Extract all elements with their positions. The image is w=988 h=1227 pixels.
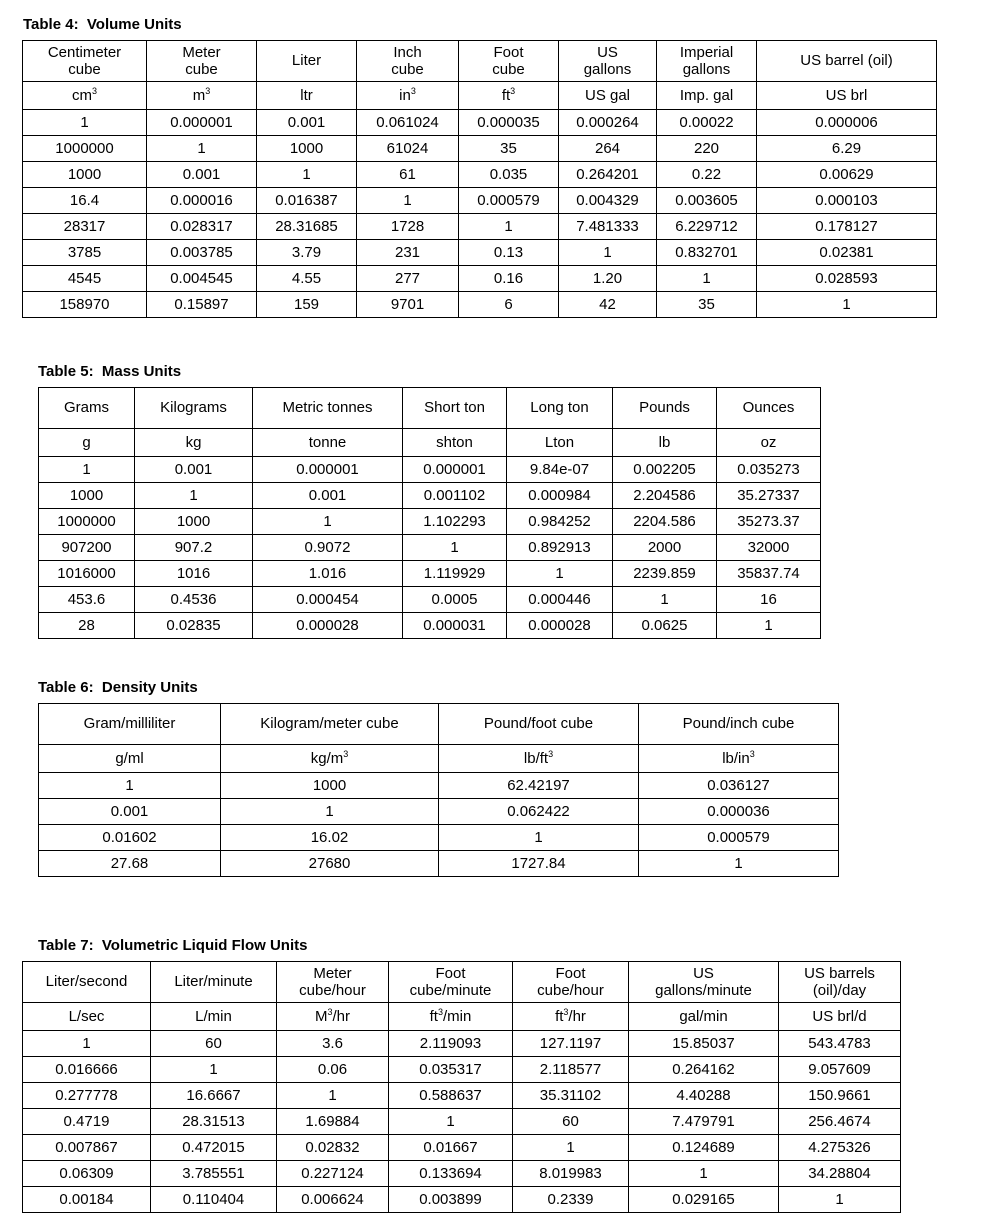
table-cell: 61024 — [357, 136, 459, 162]
table-cell: 60 — [151, 1031, 277, 1057]
table-cell: 0.029165 — [629, 1187, 779, 1213]
table-cell: 0.003899 — [389, 1187, 513, 1213]
table-row — [23, 1161, 901, 1187]
table-cell: 1728 — [357, 214, 459, 240]
table-cell: 0.000579 — [639, 825, 839, 851]
table-cell: 35 — [657, 292, 757, 318]
table-cell: 0.4719 — [23, 1109, 151, 1135]
table-cell: 0.133694 — [389, 1161, 513, 1187]
table-cell: 62.42197 — [439, 773, 639, 799]
table-cell: 277 — [357, 266, 459, 292]
column-symbol: tonne — [253, 429, 403, 457]
table-cell: 35837.74 — [717, 561, 821, 587]
table-block-volumetric-liquid-flow-units — [22, 937, 901, 1213]
table-row — [39, 773, 839, 799]
table-cell: 0.16 — [459, 266, 559, 292]
table-cell: 0.000264 — [559, 110, 657, 136]
table-cell: 1 — [657, 266, 757, 292]
table-cell: 2.204586 — [613, 483, 717, 509]
table-cell: 7.481333 — [559, 214, 657, 240]
table-cell: 16.4 — [23, 188, 147, 214]
table-cell: 1 — [717, 613, 821, 639]
column-symbol: L/min — [151, 1003, 277, 1031]
column-header: Meter cube — [147, 41, 257, 82]
table-row — [23, 1135, 901, 1161]
table-row — [39, 851, 839, 877]
table-cell: 6.29 — [757, 136, 937, 162]
table-row — [23, 162, 937, 188]
table-cell: 220 — [657, 136, 757, 162]
table-cell: 1 — [779, 1187, 901, 1213]
column-symbol: Lton — [507, 429, 613, 457]
column-header: US gallons — [559, 41, 657, 82]
table-cell: 0.02832 — [277, 1135, 389, 1161]
table-cell: 34.28804 — [779, 1161, 901, 1187]
table-cell: 0.000028 — [507, 613, 613, 639]
table-row — [23, 292, 937, 318]
table-cell: 0.832701 — [657, 240, 757, 266]
table-cell: 0.2339 — [513, 1187, 629, 1213]
table-cell: 0.892913 — [507, 535, 613, 561]
table-cell: 0.02835 — [135, 613, 253, 639]
table-cell: 0.001 — [39, 799, 221, 825]
table-cell: 0.035317 — [389, 1057, 513, 1083]
column-header: Foot cube/hour — [513, 962, 629, 1003]
table-cell: 16 — [717, 587, 821, 613]
column-symbol: $m^3$ — [147, 82, 257, 110]
table-cell: 0.0005 — [403, 587, 507, 613]
table-cell: 0.984252 — [507, 509, 613, 535]
table-cell: 0.035 — [459, 162, 559, 188]
column-header: Metric tonnes — [253, 388, 403, 429]
table-cell: 1 — [357, 188, 459, 214]
table-cell: 16.02 — [221, 825, 439, 851]
column-symbol: shton — [403, 429, 507, 457]
table-cell: 1000 — [257, 136, 357, 162]
table-cell: 6 — [459, 292, 559, 318]
column-header: Pounds — [613, 388, 717, 429]
column-symbol: gal/min — [629, 1003, 779, 1031]
table-cell: 35.27337 — [717, 483, 821, 509]
table-cell: 0.001 — [253, 483, 403, 509]
column-symbol: ltr — [257, 82, 357, 110]
table-cell: 543.4783 — [779, 1031, 901, 1057]
table-cell: 1000000 — [23, 136, 147, 162]
column-symbol: US gal — [559, 82, 657, 110]
table-cell: 0.003605 — [657, 188, 757, 214]
table-cell: 0.001102 — [403, 483, 507, 509]
table-row — [23, 214, 937, 240]
column-symbol: $lb/in^3$ — [639, 745, 839, 773]
column-header: Meter cube/hour — [277, 962, 389, 1003]
table-cell: 0.028317 — [147, 214, 257, 240]
table-cell: 1 — [559, 240, 657, 266]
table-cell: 2204.586 — [613, 509, 717, 535]
table-cell: 907200 — [39, 535, 135, 561]
table-cell: 256.4674 — [779, 1109, 901, 1135]
table-cell: 0.06 — [277, 1057, 389, 1083]
table-row — [39, 483, 821, 509]
column-symbol: $lb/ft^3$ — [439, 745, 639, 773]
column-header: Ounces — [717, 388, 821, 429]
table-cell: 8.019983 — [513, 1161, 629, 1187]
table-cell: 159 — [257, 292, 357, 318]
column-header: Long ton — [507, 388, 613, 429]
table-cell: 1 — [257, 162, 357, 188]
table-row — [23, 1109, 901, 1135]
column-symbol: $cm^3$ — [23, 82, 147, 110]
table-cell: 1.69884 — [277, 1109, 389, 1135]
table-row — [39, 587, 821, 613]
table-header-row — [23, 41, 937, 82]
table-cell: 2239.859 — [613, 561, 717, 587]
table-cell: 0.15897 — [147, 292, 257, 318]
table-row — [23, 136, 937, 162]
table-cell: 0.000036 — [639, 799, 839, 825]
table-cell: 0.000016 — [147, 188, 257, 214]
table-cell: 2.118577 — [513, 1057, 629, 1083]
table-row — [39, 825, 839, 851]
table-cell: 0.227124 — [277, 1161, 389, 1187]
table-cell: 453.6 — [39, 587, 135, 613]
table-cell: 35 — [459, 136, 559, 162]
table-cell: 0.016666 — [23, 1057, 151, 1083]
table-cell: 0.472015 — [151, 1135, 277, 1161]
table-cell: 0.000028 — [253, 613, 403, 639]
table-cell: 264 — [559, 136, 657, 162]
table-cell: 1.102293 — [403, 509, 507, 535]
table-cell: 0.062422 — [439, 799, 639, 825]
table-cell: 1000 — [221, 773, 439, 799]
column-header: Inch cube — [357, 41, 459, 82]
table-title: Table 5: Mass Units — [38, 363, 182, 380]
table-cell: 6.229712 — [657, 214, 757, 240]
table-cell: 1.016 — [253, 561, 403, 587]
table-cell: 0.000001 — [147, 110, 257, 136]
table-cell: 3785 — [23, 240, 147, 266]
column-symbol: $kg/m^3$ — [221, 745, 439, 773]
table-cell: 1 — [39, 773, 221, 799]
column-symbol: $in^3$ — [357, 82, 459, 110]
table-header-row — [39, 388, 821, 429]
column-header: Foot cube/minute — [389, 962, 513, 1003]
table-cell: 231 — [357, 240, 459, 266]
table-cell: 0.000579 — [459, 188, 559, 214]
table-cell: 0.01667 — [389, 1135, 513, 1161]
table-cell: 0.01602 — [39, 825, 221, 851]
table-cell: 0.00022 — [657, 110, 757, 136]
table-cell: 28317 — [23, 214, 147, 240]
table-row — [39, 561, 821, 587]
table-cell: 907.2 — [135, 535, 253, 561]
table-cell: 27.68 — [39, 851, 221, 877]
table-cell: 1.20 — [559, 266, 657, 292]
mass-units-table — [38, 387, 821, 639]
table-cell: 1 — [147, 136, 257, 162]
table-cell: 15.85037 — [629, 1031, 779, 1057]
table-cell: 1 — [439, 825, 639, 851]
table-block-mass-units — [22, 363, 821, 639]
column-header: US barrel (oil) — [757, 41, 937, 82]
density-units-table — [38, 703, 839, 877]
table-body — [23, 962, 901, 1213]
table-row — [39, 457, 821, 483]
table-cell: 1000000 — [39, 509, 135, 535]
table-cell: 158970 — [23, 292, 147, 318]
column-header: Foot cube — [459, 41, 559, 82]
table-cell: 0.110404 — [151, 1187, 277, 1213]
table-cell: 1 — [403, 535, 507, 561]
table-cell: 1727.84 — [439, 851, 639, 877]
column-header: Short ton — [403, 388, 507, 429]
table-cell: 0.000035 — [459, 110, 559, 136]
column-symbol: oz — [717, 429, 821, 457]
table-cell: 0.0625 — [613, 613, 717, 639]
table-cell: 0.000006 — [757, 110, 937, 136]
table-body — [39, 388, 821, 639]
table-cell: 0.006624 — [277, 1187, 389, 1213]
table-cell: 0.000001 — [403, 457, 507, 483]
table-cell: 1 — [507, 561, 613, 587]
column-header: Grams — [39, 388, 135, 429]
table-row — [23, 240, 937, 266]
table-cell: 1.119929 — [403, 561, 507, 587]
table-cell: 0.178127 — [757, 214, 937, 240]
table-cell: 32000 — [717, 535, 821, 561]
column-symbol: L/sec — [23, 1003, 151, 1031]
table-header-row — [39, 704, 839, 745]
column-symbol: g — [39, 429, 135, 457]
table-cell: 0.000984 — [507, 483, 613, 509]
table-cell: 4.40288 — [629, 1083, 779, 1109]
table-body — [23, 41, 937, 318]
column-header: Pound/inch cube — [639, 704, 839, 745]
table-cell: 1 — [639, 851, 839, 877]
table-cell: 1 — [23, 1031, 151, 1057]
table-cell: 0.124689 — [629, 1135, 779, 1161]
table-cell: 4545 — [23, 266, 147, 292]
column-symbol: $ft^3/\min$ — [389, 1003, 513, 1031]
table-cell: 3.785551 — [151, 1161, 277, 1187]
table-cell: 0.06309 — [23, 1161, 151, 1187]
table-cell: 2000 — [613, 535, 717, 561]
column-symbol: $M^3/hr$ — [277, 1003, 389, 1031]
table-cell: 0.001 — [257, 110, 357, 136]
table-row — [39, 613, 821, 639]
table-cell: 42 — [559, 292, 657, 318]
column-symbol: US brl — [757, 82, 937, 110]
table-cell: 0.000103 — [757, 188, 937, 214]
table-cell: 0.016387 — [257, 188, 357, 214]
column-header: US gallons/minute — [629, 962, 779, 1003]
column-header: Liter/second — [23, 962, 151, 1003]
table-cell: 3.79 — [257, 240, 357, 266]
table-cell: 0.000031 — [403, 613, 507, 639]
table-cell: 28 — [39, 613, 135, 639]
table-block-density-units — [22, 679, 839, 877]
table-cell: 28.31513 — [151, 1109, 277, 1135]
column-symbol: lb — [613, 429, 717, 457]
table-cell: 0.00184 — [23, 1187, 151, 1213]
table-cell: 7.479791 — [629, 1109, 779, 1135]
table-symbol-row — [39, 745, 839, 773]
table-cell: 0.003785 — [147, 240, 257, 266]
column-header: Liter/minute — [151, 962, 277, 1003]
table-symbol-row — [39, 429, 821, 457]
table-cell: 1 — [221, 799, 439, 825]
table-cell: 1 — [613, 587, 717, 613]
column-header: Pound/foot cube — [439, 704, 639, 745]
column-header: Kilogram/meter cube — [221, 704, 439, 745]
table-row — [23, 1057, 901, 1083]
table-cell: 0.9072 — [253, 535, 403, 561]
table-cell: 1 — [459, 214, 559, 240]
table-cell: 1 — [513, 1135, 629, 1161]
table-row — [39, 509, 821, 535]
table-cell: 1 — [39, 457, 135, 483]
column-header: Imperial gallons — [657, 41, 757, 82]
table-cell: 0.000446 — [507, 587, 613, 613]
column-symbol: $ft^3/hr$ — [513, 1003, 629, 1031]
table-body — [39, 704, 839, 877]
table-cell: 0.036127 — [639, 773, 839, 799]
table-cell: 1016 — [135, 561, 253, 587]
column-symbol: g/ml — [39, 745, 221, 773]
table-cell: 1 — [629, 1161, 779, 1187]
table-cell: 1 — [135, 483, 253, 509]
table-cell: 127.1197 — [513, 1031, 629, 1057]
table-cell: 0.277778 — [23, 1083, 151, 1109]
column-symbol: US brl/d — [779, 1003, 901, 1031]
table-cell: 0.061024 — [357, 110, 459, 136]
table-cell: 1000 — [23, 162, 147, 188]
table-row — [23, 110, 937, 136]
table-row — [23, 266, 937, 292]
table-cell: 1 — [389, 1109, 513, 1135]
table-cell: 150.9661 — [779, 1083, 901, 1109]
table-cell: 0.13 — [459, 240, 559, 266]
table-title: Table 7: Volumetric Liquid Flow Units — [38, 937, 308, 954]
table-row — [39, 799, 839, 825]
table-cell: 61 — [357, 162, 459, 188]
table-cell: 0.001 — [135, 457, 253, 483]
table-block-volume-units — [22, 16, 937, 318]
table-cell: 0.4536 — [135, 587, 253, 613]
table-cell: 1 — [23, 110, 147, 136]
column-symbol: kg — [135, 429, 253, 457]
column-header: Kilograms — [135, 388, 253, 429]
table-cell: 1000 — [39, 483, 135, 509]
table-cell: 28.31685 — [257, 214, 357, 240]
column-symbol: $ft^3$ — [459, 82, 559, 110]
table-cell: 0.001 — [147, 162, 257, 188]
table-cell: 60 — [513, 1109, 629, 1135]
table-cell: 1 — [151, 1057, 277, 1083]
table-row — [23, 188, 937, 214]
table-cell: 4.55 — [257, 266, 357, 292]
table-title: Table 6: Density Units — [38, 679, 198, 696]
table-cell: 0.000454 — [253, 587, 403, 613]
table-cell: 1 — [253, 509, 403, 535]
table-cell: 0.028593 — [757, 266, 937, 292]
table-cell: 0.02381 — [757, 240, 937, 266]
table-cell: 9.84e-07 — [507, 457, 613, 483]
table-cell: 0.007867 — [23, 1135, 151, 1161]
table-cell: 3.6 — [277, 1031, 389, 1057]
table-cell: 35.31102 — [513, 1083, 629, 1109]
table-cell: 1016000 — [39, 561, 135, 587]
table-cell: 0.002205 — [613, 457, 717, 483]
column-header: Gram/milliliter — [39, 704, 221, 745]
table-title: Table 4: Volume Units — [23, 16, 182, 33]
table-cell: 1 — [277, 1083, 389, 1109]
table-symbol-row — [23, 1003, 901, 1031]
volume-units-table — [22, 40, 937, 318]
column-header: Liter — [257, 41, 357, 82]
table-cell: 0.22 — [657, 162, 757, 188]
table-cell: 0.004545 — [147, 266, 257, 292]
table-cell: 0.264162 — [629, 1057, 779, 1083]
table-cell: 1 — [757, 292, 937, 318]
table-cell: 9.057609 — [779, 1057, 901, 1083]
table-cell: 27680 — [221, 851, 439, 877]
table-cell: 0.264201 — [559, 162, 657, 188]
table-header-row — [23, 962, 901, 1003]
table-cell: 1000 — [135, 509, 253, 535]
table-cell: 9701 — [357, 292, 459, 318]
table-cell: 35273.37 — [717, 509, 821, 535]
table-row — [23, 1187, 901, 1213]
table-cell: 0.004329 — [559, 188, 657, 214]
column-header: Centimeter cube — [23, 41, 147, 82]
table-cell: 4.275326 — [779, 1135, 901, 1161]
volumetric-flow-units-table — [22, 961, 901, 1213]
table-cell: 2.119093 — [389, 1031, 513, 1057]
table-cell: 0.00629 — [757, 162, 937, 188]
column-symbol: Imp. gal — [657, 82, 757, 110]
table-cell: 16.6667 — [151, 1083, 277, 1109]
table-row — [23, 1031, 901, 1057]
table-row — [39, 535, 821, 561]
table-symbol-row — [23, 82, 937, 110]
table-cell: 0.588637 — [389, 1083, 513, 1109]
table-cell: 0.035273 — [717, 457, 821, 483]
table-row — [23, 1083, 901, 1109]
table-cell: 0.000001 — [253, 457, 403, 483]
column-header: US barrels (oil)/day — [779, 962, 901, 1003]
